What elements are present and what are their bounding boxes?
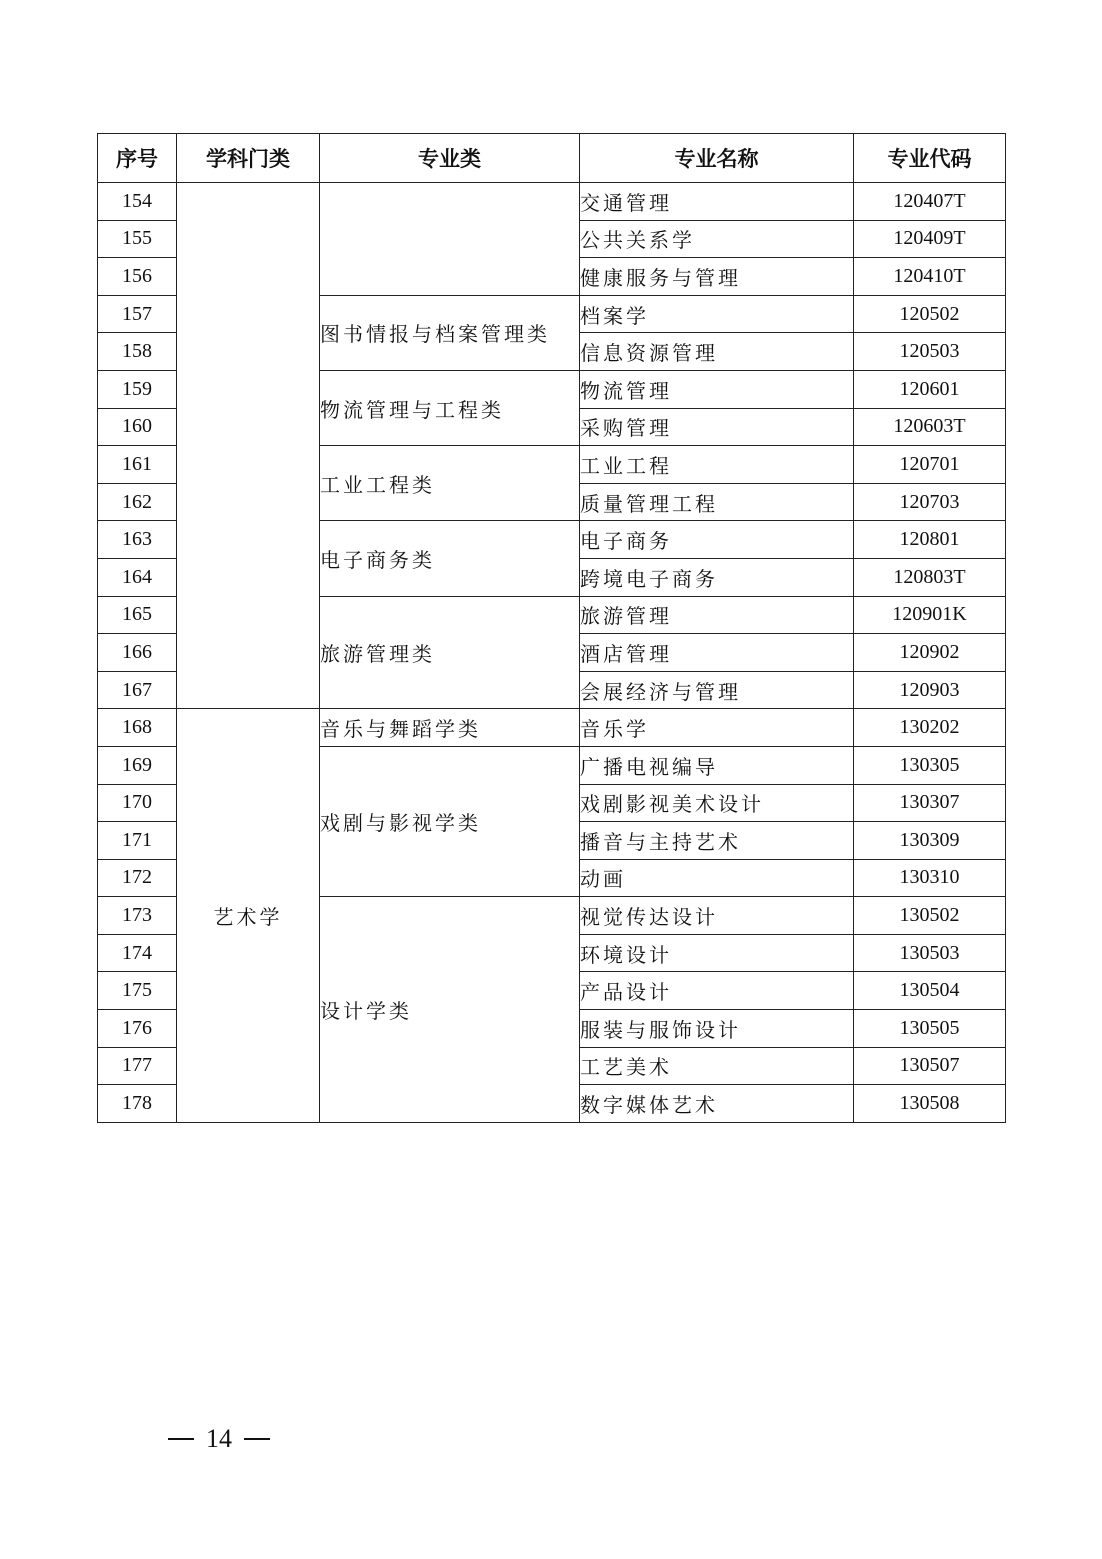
serial-cell: 171 <box>98 822 177 860</box>
page-number-text: 14 <box>206 1424 232 1453</box>
serial-cell: 178 <box>98 1085 177 1123</box>
serial-cell: 166 <box>98 634 177 672</box>
major-code-cell: 120503 <box>854 333 1006 371</box>
header-major-class: 专业类 <box>320 134 580 183</box>
major-name-cell: 播音与主持艺术 <box>580 822 854 860</box>
class-cell-ecommerce: 电子商务类 <box>320 521 580 596</box>
page-number <box>168 1424 270 1454</box>
major-code-cell: 130504 <box>854 972 1006 1010</box>
major-name-cell: 电子商务 <box>580 521 854 559</box>
major-code-cell: 120903 <box>854 671 1006 709</box>
serial-cell: 175 <box>98 972 177 1010</box>
discipline-cell-management <box>177 183 320 709</box>
serial-cell: 157 <box>98 295 177 333</box>
serial-cell: 176 <box>98 1010 177 1048</box>
class-cell-design: 设计学类 <box>320 897 580 1123</box>
major-code-cell: 120601 <box>854 370 1006 408</box>
major-code-cell: 130310 <box>854 859 1006 897</box>
major-name-cell: 工艺美术 <box>580 1047 854 1085</box>
left-dash <box>168 1438 194 1440</box>
major-code-cell: 120410T <box>854 258 1006 296</box>
table-row <box>98 183 1006 221</box>
major-name-cell: 会展经济与管理 <box>580 671 854 709</box>
major-name-cell: 产品设计 <box>580 972 854 1010</box>
serial-cell: 167 <box>98 671 177 709</box>
major-name-cell: 信息资源管理 <box>580 333 854 371</box>
major-code-cell: 130505 <box>854 1010 1006 1048</box>
majors-table <box>97 133 1006 1123</box>
major-name-cell: 服装与服饰设计 <box>580 1010 854 1048</box>
major-code-cell: 120409T <box>854 220 1006 258</box>
major-name-cell: 旅游管理 <box>580 596 854 634</box>
right-dash <box>244 1438 270 1440</box>
major-code-cell: 120801 <box>854 521 1006 559</box>
major-name-cell: 物流管理 <box>580 370 854 408</box>
major-code-cell: 120407T <box>854 183 1006 221</box>
serial-cell: 161 <box>98 446 177 484</box>
major-code-cell: 120901K <box>854 596 1006 634</box>
major-name-cell: 公共关系学 <box>580 220 854 258</box>
major-code-cell: 120701 <box>854 446 1006 484</box>
major-code-cell: 130309 <box>854 822 1006 860</box>
serial-cell: 154 <box>98 183 177 221</box>
class-cell-logistics: 物流管理与工程类 <box>320 370 580 445</box>
header-serial: 序号 <box>98 134 177 183</box>
major-code-cell: 130508 <box>854 1085 1006 1123</box>
serial-cell: 163 <box>98 521 177 559</box>
header-major-code: 专业代码 <box>854 134 1006 183</box>
major-code-cell: 130202 <box>854 709 1006 747</box>
major-code-cell: 120803T <box>854 558 1006 596</box>
serial-cell: 177 <box>98 1047 177 1085</box>
table-row <box>98 709 1006 747</box>
major-name-cell: 健康服务与管理 <box>580 258 854 296</box>
major-code-cell: 130305 <box>854 746 1006 784</box>
serial-cell: 159 <box>98 370 177 408</box>
table-header-row <box>98 134 1006 183</box>
serial-cell: 173 <box>98 897 177 935</box>
major-name-cell: 数字媒体艺术 <box>580 1085 854 1123</box>
major-name-cell: 环境设计 <box>580 934 854 972</box>
major-code-cell: 130503 <box>854 934 1006 972</box>
major-name-cell: 跨境电子商务 <box>580 558 854 596</box>
class-cell-industrial: 工业工程类 <box>320 446 580 521</box>
major-code-cell: 130502 <box>854 897 1006 935</box>
major-name-cell: 档案学 <box>580 295 854 333</box>
major-name-cell: 视觉传达设计 <box>580 897 854 935</box>
major-name-cell: 质量管理工程 <box>580 483 854 521</box>
header-major-name: 专业名称 <box>580 134 854 183</box>
major-name-cell: 酒店管理 <box>580 634 854 672</box>
serial-cell: 172 <box>98 859 177 897</box>
major-name-cell: 广播电视编导 <box>580 746 854 784</box>
serial-cell: 160 <box>98 408 177 446</box>
class-cell-drama: 戏剧与影视学类 <box>320 746 580 896</box>
serial-cell: 156 <box>98 258 177 296</box>
major-code-cell: 130507 <box>854 1047 1006 1085</box>
serial-cell: 158 <box>98 333 177 371</box>
major-name-cell: 戏剧影视美术设计 <box>580 784 854 822</box>
serial-cell: 170 <box>98 784 177 822</box>
discipline-cell-art: 艺术学 <box>177 709 320 1123</box>
class-cell-tourism: 旅游管理类 <box>320 596 580 709</box>
serial-cell: 174 <box>98 934 177 972</box>
class-cell-music: 音乐与舞蹈学类 <box>320 709 580 747</box>
major-name-cell: 动画 <box>580 859 854 897</box>
serial-cell: 155 <box>98 220 177 258</box>
major-code-cell: 120703 <box>854 483 1006 521</box>
major-name-cell: 采购管理 <box>580 408 854 446</box>
class-cell-library: 图书情报与档案管理类 <box>320 295 580 370</box>
major-code-cell: 120502 <box>854 295 1006 333</box>
header-discipline: 学科门类 <box>177 134 320 183</box>
major-code-cell: 130307 <box>854 784 1006 822</box>
serial-cell: 168 <box>98 709 177 747</box>
serial-cell: 164 <box>98 558 177 596</box>
serial-cell: 165 <box>98 596 177 634</box>
serial-cell: 169 <box>98 746 177 784</box>
major-code-cell: 120902 <box>854 634 1006 672</box>
major-name-cell: 工业工程 <box>580 446 854 484</box>
serial-cell: 162 <box>98 483 177 521</box>
class-cell-public-admin <box>320 183 580 296</box>
major-name-cell: 交通管理 <box>580 183 854 221</box>
major-name-cell: 音乐学 <box>580 709 854 747</box>
major-code-cell: 120603T <box>854 408 1006 446</box>
